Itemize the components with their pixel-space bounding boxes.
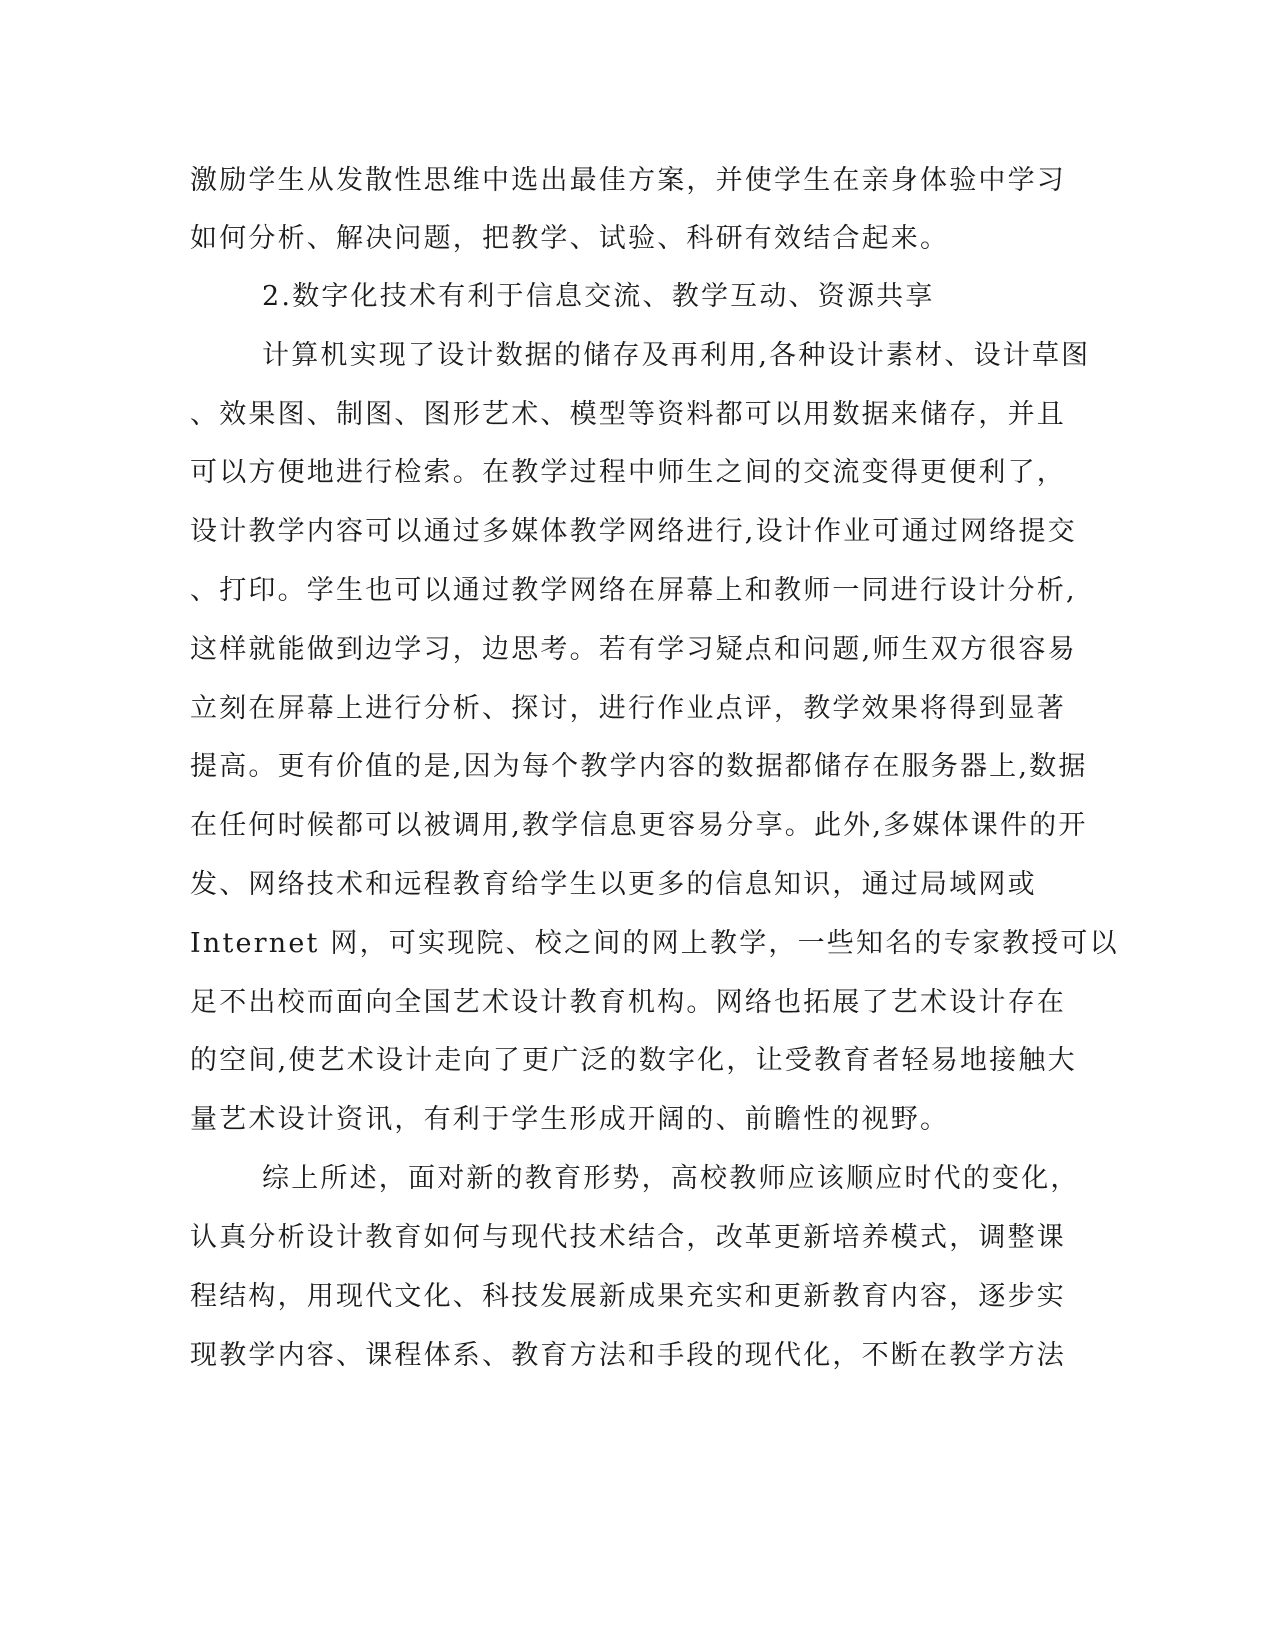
text-line: 可以方便地进行检索。在教学过程中师生之间的交流变得更便利了， bbox=[190, 457, 1066, 488]
text-line: 认真分析设计教育如何与现代技术结合，改革更新培养模式，调整课 bbox=[190, 1222, 1066, 1253]
text-line: 提高。更有价值的是,因为每个教学内容的数据都储存在服务器上,数据 bbox=[190, 751, 1088, 782]
text-line: 计算机实现了设计数据的储存及再利用,各种设计素材、设计草图 bbox=[262, 340, 1091, 371]
text-line: 发、网络技术和远程教育给学生以更多的信息知识，通过局域网或 bbox=[190, 869, 1037, 900]
text-line: 现教学内容、课程体系、教育方法和手段的现代化，不断在教学方法 bbox=[190, 1340, 1066, 1371]
text-line: 立刻在屏幕上进行分析、探讨，进行作业点评，教学效果将得到显著 bbox=[190, 693, 1066, 724]
text-line: 这样就能做到边学习，边思考。若有学习疑点和问题,师生双方很容易 bbox=[190, 634, 1077, 665]
text-line: 的空间,使艺术设计走向了更广泛的数字化，让受教育者轻易地接触大 bbox=[190, 1045, 1077, 1076]
text-line: 设计教学内容可以通过多媒体教学网络进行,设计作业可通过网络提交 bbox=[190, 516, 1077, 547]
text-line: 激励学生从发散性思维中选出最佳方案，并使学生在亲身体验中学习 bbox=[190, 165, 1066, 196]
text-line: 程结构，用现代文化、科技发展新成果充实和更新教育内容，逐步实 bbox=[190, 1281, 1066, 1312]
text-line: 足不出校而面向全国艺术设计教育机构。网络也拓展了艺术设计存在 bbox=[190, 987, 1066, 1018]
text-line: 在任何时候都可以被调用,教学信息更容易分享。此外,多媒体课件的开 bbox=[190, 810, 1088, 841]
text-line: 综上所述，面对新的教育形势，高校教师应该顺应时代的变化， bbox=[262, 1163, 1080, 1194]
text-line: 、打印。学生也可以通过教学网络在屏幕上和教师一同进行设计分析, bbox=[190, 575, 1077, 606]
text-line: 量艺术设计资讯，有利于学生形成开阔的、前瞻性的视野。 bbox=[190, 1104, 950, 1135]
text-line: Internet 网，可实现院、校之间的网上教学，一些知名的专家教授可以 bbox=[190, 928, 1119, 959]
section-heading: 2.数字化技术有利于信息交流、教学互动、资源共享 bbox=[262, 281, 935, 312]
text-line: 如何分析、解决问题，把教学、试验、科研有效结合起来。 bbox=[190, 223, 950, 254]
text-line: 、效果图、制图、图形艺术、模型等资料都可以用数据来储存，并且 bbox=[190, 399, 1066, 430]
